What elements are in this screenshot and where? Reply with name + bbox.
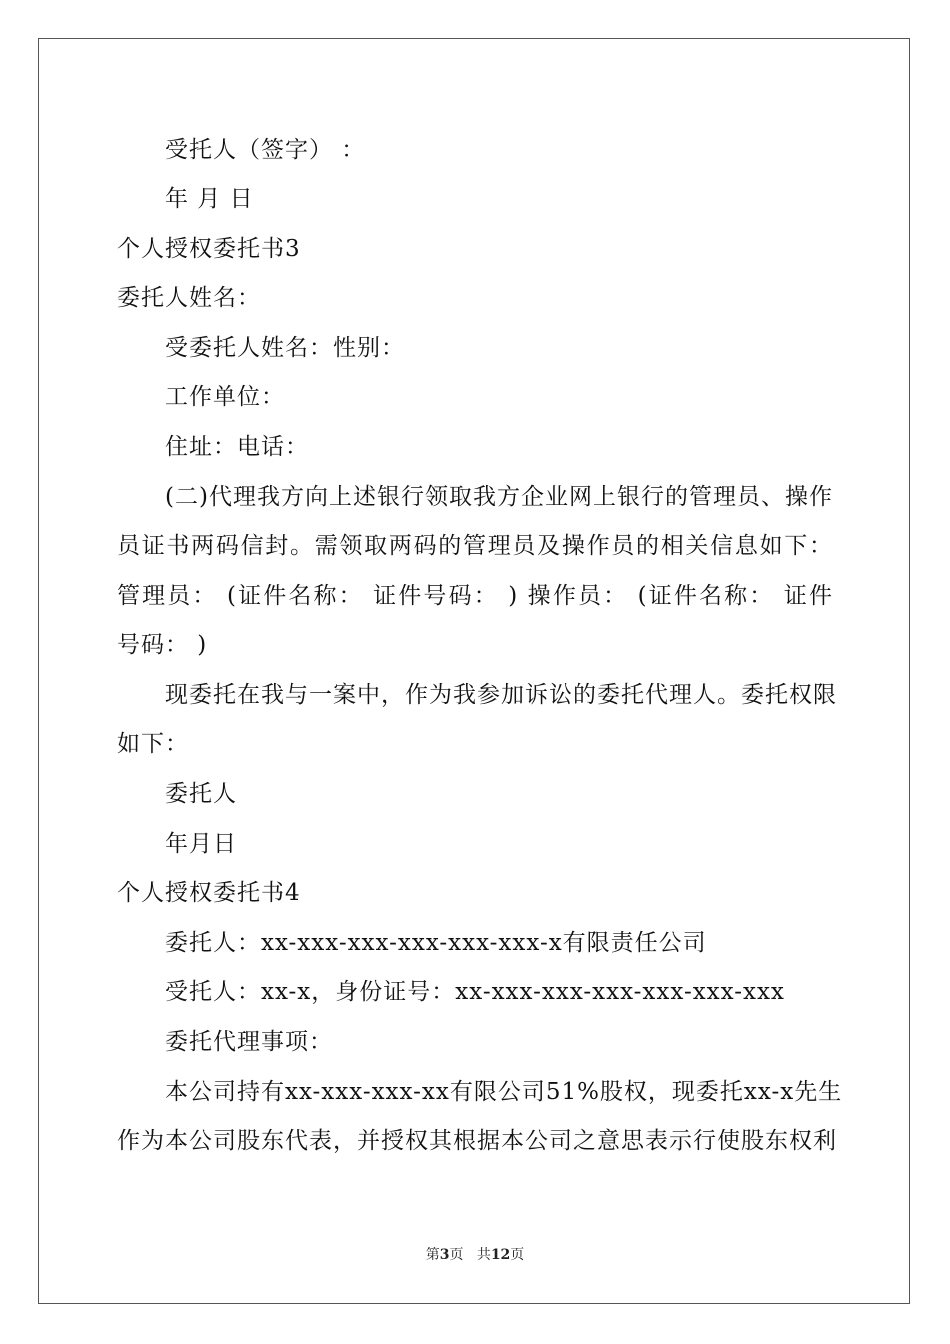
paragraph-line: 委托代理事项：	[165, 1029, 333, 1055]
paragraph-line: 如下：	[117, 731, 189, 757]
paragraph-line: 受委托人姓名：性别：	[165, 335, 405, 361]
page-number: 3	[439, 1247, 450, 1263]
paragraph-line: 员证书两码信封。需领取两码的管理员及操作员的相关信息如下：	[117, 533, 833, 559]
page-suffix: 页	[449, 1247, 464, 1263]
page-border	[38, 38, 910, 1304]
total-prefix: 共	[476, 1247, 491, 1263]
paragraph-line: 本公司持有xx-xxx-xxx-xx有限公司51%股权，现委托xx-x先生	[165, 1079, 843, 1105]
paragraph-line: 委托人：xx-xxx-xxx-xxx-xxx-xxx-x有限责任公司	[165, 930, 707, 956]
paragraph-line: 号码： )	[117, 632, 208, 658]
paragraph-line: 住址：电话：	[165, 434, 309, 460]
page-footer	[0, 1244, 950, 1264]
paragraph-line: 工作单位：	[165, 384, 285, 410]
total-suffix: 页	[510, 1247, 525, 1263]
paragraph-line: 委托人姓名：	[117, 285, 261, 311]
paragraph-line: 管理员： (证件名称： 证件号码： ) 操作员： (证件名称： 证件	[117, 583, 833, 609]
page-prefix: 第	[425, 1247, 440, 1263]
total-pages: 12	[490, 1247, 511, 1263]
section-title: 个人授权委托书3	[117, 236, 301, 262]
signature-line: 受托人（签字） ：	[165, 137, 366, 163]
paragraph-line: 现委托在我与一案中，作为我参加诉讼的委托代理人。委托权限	[165, 682, 837, 708]
section-title: 个人授权委托书4	[117, 880, 301, 906]
paragraph-line: (二)代理我方向上述银行领取我方企业网上银行的管理员、操作	[165, 484, 833, 510]
paragraph-line: 受托人：xx-x，身份证号：xx-xxx-xxx-xxx-xxx-xxx-xxx	[165, 979, 785, 1005]
paragraph-line: 委托人	[165, 781, 237, 807]
paragraph-line: 作为本公司股东代表，并授权其根据本公司之意思表示行使股东权利	[117, 1128, 837, 1154]
date-line: 年月日	[165, 831, 237, 857]
date-line: 年 月 日	[165, 186, 254, 212]
